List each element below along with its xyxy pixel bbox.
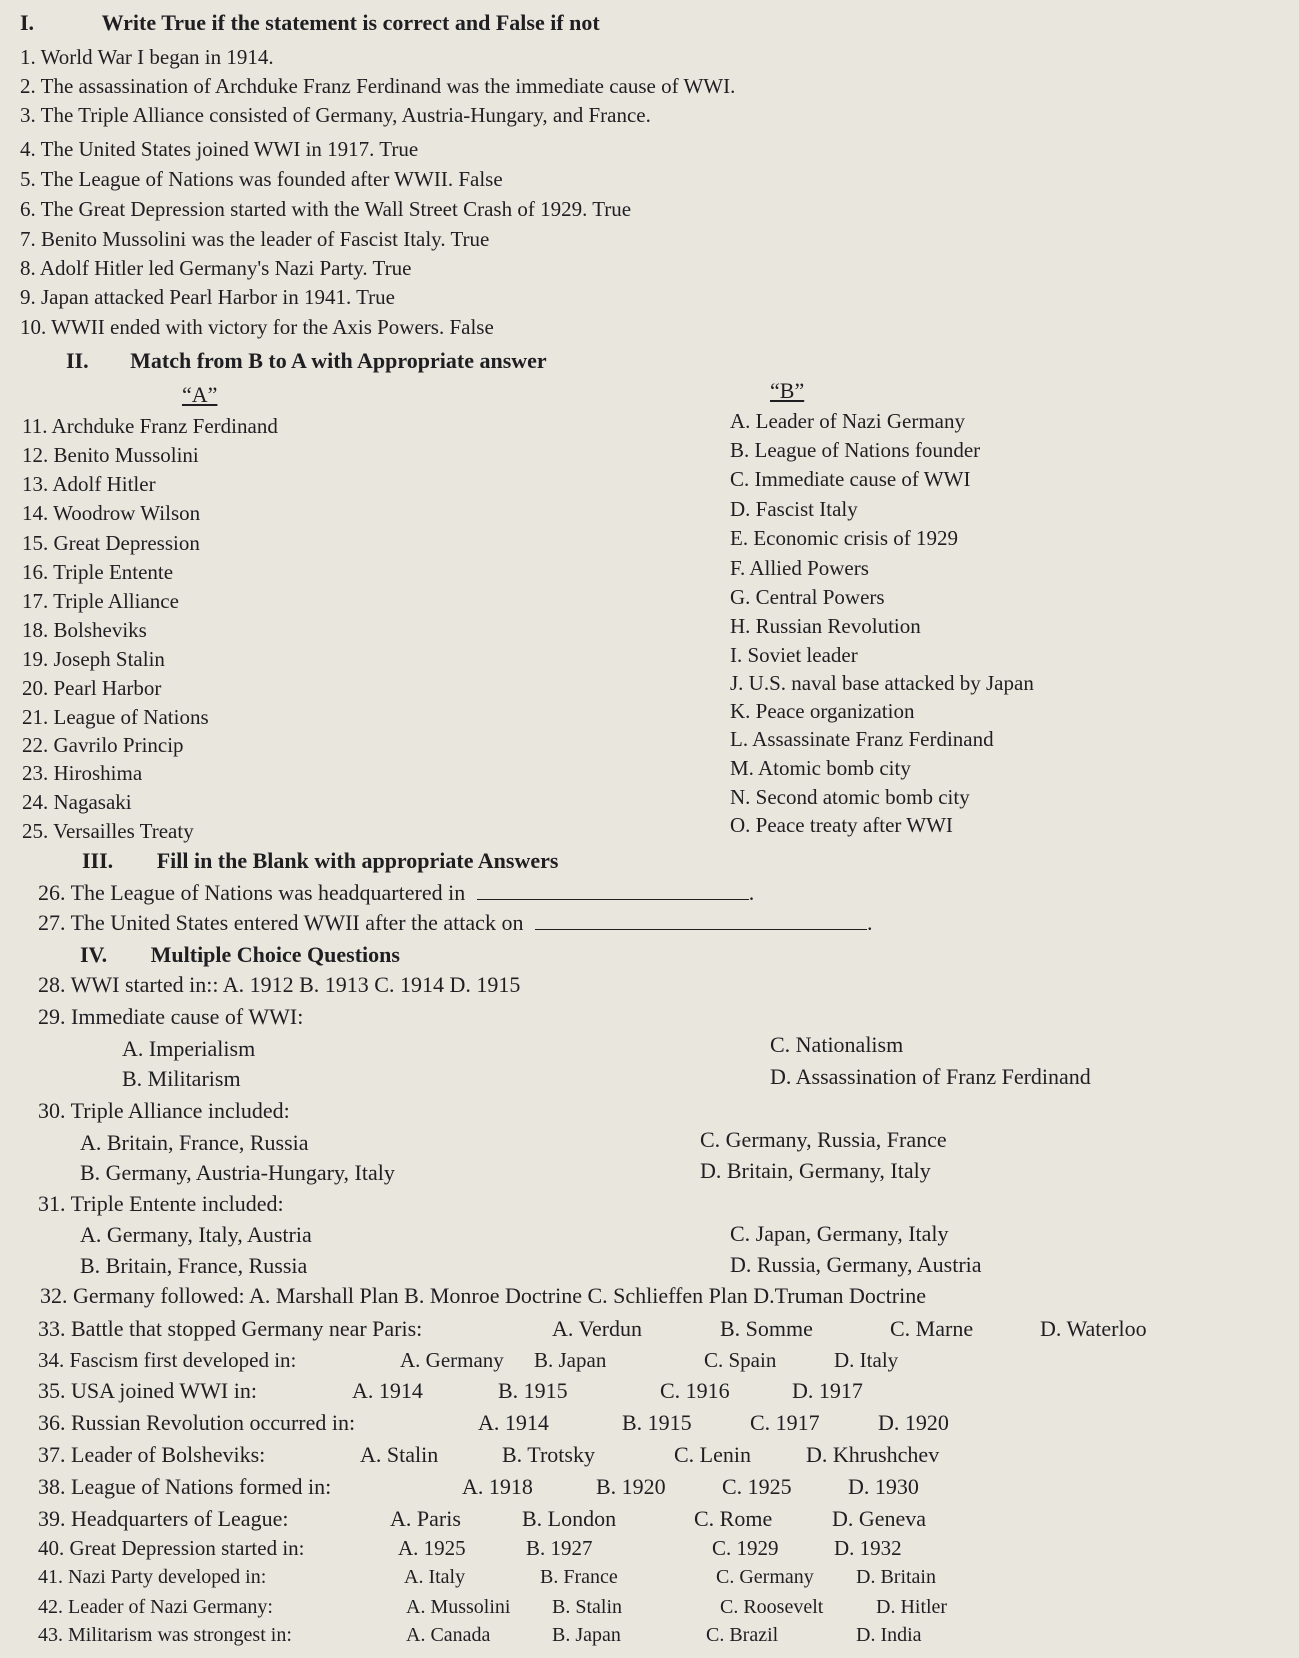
- mcq-option-d: D. 1930: [848, 1474, 919, 1499]
- mcq-option-a: A. 1918: [462, 1474, 533, 1499]
- match-b-item: I. Soviet leader: [730, 643, 858, 667]
- mcq-option-d: D. Britain: [856, 1566, 936, 1588]
- tf-item-2: 2. The assassination of Archduke Franz Ferdinand was the immediate cause of WWI.: [20, 74, 736, 98]
- match-a-item: 16. Triple Entente: [22, 560, 174, 584]
- match-a-item: 20. Pearl Harbor: [22, 676, 162, 700]
- mcq-option-a: A. 1914: [478, 1410, 549, 1435]
- match-a-item: 11. Archduke Franz Ferdinand: [22, 414, 278, 438]
- fill-blank-26[interactable]: [477, 881, 749, 900]
- match-b-item: B. League of Nations founder: [730, 438, 981, 462]
- mcq-question: 36. Russian Revolution occurred in:: [38, 1410, 356, 1435]
- match-b-item: A. Leader of Nazi Germany: [730, 409, 965, 433]
- mcq-option-a: A. Canada: [406, 1624, 491, 1646]
- mcq-30-option-b: B. Germany, Austria-Hungary, Italy: [80, 1160, 395, 1185]
- section-3-title: Fill in the Blank with appropriate Answers: [156, 848, 559, 873]
- tf-item-3: 3. The Triple Alliance consisted of Germany, Austria-Hungary, and France.: [20, 103, 651, 127]
- fill-question-26-text: 26. The League of Nations was headquartered in: [38, 880, 466, 905]
- mcq-29-option-d: D. Assassination of Franz Ferdinand: [770, 1064, 1091, 1089]
- mcq-option-b: B. London: [522, 1506, 617, 1531]
- fill-question-27: [38, 910, 872, 936]
- mcq-option-b: B. Japan: [534, 1348, 607, 1372]
- mcq-option-d: D. 1917: [792, 1378, 863, 1403]
- mcq-question: 34. Fascism first developed in:: [38, 1348, 297, 1372]
- mcq-option-a: A. Mussolini: [406, 1596, 511, 1618]
- tf-item-5: 5. The League of Nations was founded after WWII. False: [20, 167, 503, 191]
- mcq-option-d: D. Geneva: [832, 1506, 927, 1531]
- fill-blank-27[interactable]: [535, 911, 867, 930]
- mcq-option-a: A. Germany: [400, 1348, 504, 1372]
- mcq-31-option-b: B. Britain, France, Russia: [80, 1253, 308, 1278]
- match-a-item: 19. Joseph Stalin: [22, 647, 165, 671]
- mcq-option-c: C. 1916: [660, 1378, 730, 1403]
- tf-item-7: 7. Benito Mussolini was the leader of Fascist Italy. True: [20, 227, 490, 251]
- match-a-item: 22. Gavrilo Princip: [22, 733, 184, 757]
- tf-item-1: 1. World War I began in 1914.: [20, 45, 274, 69]
- tf-item-10: 10. WWII ended with victory for the Axis Powers. False: [20, 315, 494, 339]
- match-b-item: E. Economic crisis of 1929: [730, 526, 959, 550]
- mcq-question: 33. Battle that stopped Germany near Paris:: [38, 1316, 423, 1341]
- column-b-title: “B”: [770, 378, 805, 403]
- mcq-31-option-c: C. Japan, Germany, Italy: [730, 1221, 949, 1246]
- mcq-28: 28. WWI started in:: A. 1912 B. 1913 C. 1914 D. 1915: [38, 972, 521, 997]
- mcq-option-d: D. 1932: [834, 1536, 902, 1560]
- match-b-item: C. Immediate cause of WWI: [730, 467, 971, 491]
- mcq-question: 35. USA joined WWI in:: [38, 1378, 257, 1403]
- mcq-option-c: C. Germany: [716, 1566, 814, 1588]
- mcq-option-b: B. Trotsky: [502, 1442, 595, 1467]
- mcq-option-c: C. 1925: [722, 1474, 792, 1499]
- match-a-item: 17. Triple Alliance: [22, 589, 179, 613]
- tf-item-8: 8. Adolf Hitler led Germany's Nazi Party. True: [20, 256, 412, 280]
- mcq-option-c: C. Brazil: [706, 1624, 779, 1646]
- mcq-option-c: C. Lenin: [674, 1442, 751, 1467]
- match-b-item: N. Second atomic bomb city: [730, 785, 970, 809]
- match-b-item: J. U.S. naval base attacked by Japan: [730, 671, 1034, 695]
- mcq-option-b: B. 1915: [622, 1410, 692, 1435]
- mcq-option-c: C. Marne: [890, 1316, 974, 1341]
- mcq-question: 37. Leader of Bolsheviks:: [38, 1442, 266, 1467]
- match-a-item: 23. Hiroshima: [22, 761, 143, 785]
- mcq-option-d: D. India: [856, 1624, 922, 1646]
- mcq-question: 40. Great Depression started in:: [38, 1536, 305, 1560]
- mcq-29-option-c: C. Nationalism: [770, 1032, 904, 1057]
- mcq-option-d: D. Waterloo: [1040, 1316, 1147, 1341]
- section-3-heading: [82, 848, 558, 874]
- tf-item-6: 6. The Great Depression started with the Wall Street Crash of 1929. True: [20, 197, 632, 221]
- match-a-item: 15. Great Depression: [22, 531, 200, 555]
- mcq-29-option-b: B. Militarism: [122, 1066, 241, 1091]
- mcq-29-option-a: A. Imperialism: [122, 1036, 256, 1061]
- section-4-title: Multiple Choice Questions: [150, 942, 400, 967]
- match-b-item: D. Fascist Italy: [730, 497, 858, 521]
- match-b-item: O. Peace treaty after WWI: [730, 813, 953, 837]
- mcq-option-b: B. 1927: [526, 1536, 593, 1560]
- fill-question-26: [38, 880, 754, 906]
- mcq-29: 29. Immediate cause of WWI:: [38, 1004, 304, 1029]
- section-1-title: Write True if the statement is correct and False if not: [101, 10, 600, 35]
- section-1-heading: [20, 10, 600, 36]
- mcq-32: 32. Germany followed: A. Marshall Plan B. Monroe Doctrine C. Schlieffen Plan D.Truman Doctrine: [40, 1283, 926, 1308]
- mcq-option-c: C. 1917: [750, 1410, 820, 1435]
- match-a-item: 25. Versailles Treaty: [22, 819, 194, 843]
- fill-period-26: .: [748, 880, 755, 905]
- mcq-option-b: B. France: [540, 1566, 618, 1588]
- match-b-item: M. Atomic bomb city: [730, 756, 911, 780]
- mcq-question: 41. Nazi Party developed in:: [38, 1566, 267, 1588]
- mcq-question: 42. Leader of Nazi Germany:: [38, 1596, 273, 1618]
- section-4-heading: [80, 942, 400, 968]
- section-2-title: Match from B to A with Appropriate answer: [130, 348, 547, 373]
- mcq-option-c: C. Spain: [704, 1348, 777, 1372]
- mcq-30-option-d: D. Britain, Germany, Italy: [700, 1158, 931, 1183]
- section-2-heading: [66, 348, 547, 374]
- mcq-option-a: A. Verdun: [552, 1316, 643, 1341]
- section-4-number: IV.: [80, 942, 108, 967]
- mcq-31: 31. Triple Entente included:: [38, 1191, 284, 1216]
- mcq-option-b: B. 1915: [498, 1378, 568, 1403]
- section-2-number: II.: [66, 348, 89, 373]
- match-a-item: 21. League of Nations: [22, 705, 209, 729]
- mcq-option-a: A. Paris: [390, 1506, 461, 1531]
- mcq-option-b: B. 1920: [596, 1474, 666, 1499]
- match-b-item: G. Central Powers: [730, 585, 885, 609]
- mcq-option-d: D. Hitler: [876, 1596, 948, 1618]
- mcq-option-b: B. Somme: [720, 1316, 813, 1341]
- match-b-item: K. Peace organization: [730, 699, 915, 723]
- mcq-question: 38. League of Nations formed in:: [38, 1474, 332, 1499]
- match-b-item: F. Allied Powers: [730, 556, 869, 580]
- match-b-item: H. Russian Revolution: [730, 614, 921, 638]
- match-a-item: 24. Nagasaki: [22, 790, 132, 814]
- fill-question-27-text: 27. The United States entered WWII after the attack on: [38, 910, 524, 935]
- mcq-question: 43. Militarism was strongest in:: [38, 1624, 292, 1646]
- match-a-item: 13. Adolf Hitler: [22, 472, 156, 496]
- mcq-option-a: A. Stalin: [360, 1442, 439, 1467]
- match-b-item: L. Assassinate Franz Ferdinand: [730, 727, 994, 751]
- mcq-option-d: D. Khrushchev: [806, 1442, 940, 1467]
- match-a-item: 12. Benito Mussolini: [22, 443, 199, 467]
- mcq-option-c: C. Rome: [694, 1506, 773, 1531]
- mcq-30-option-a: A. Britain, France, Russia: [80, 1130, 309, 1155]
- mcq-question: 39. Headquarters of League:: [38, 1506, 289, 1531]
- mcq-option-b: B. Stalin: [552, 1596, 623, 1618]
- mcq-30: 30. Triple Alliance included:: [38, 1098, 290, 1123]
- section-1-number: I.: [20, 10, 35, 35]
- mcq-option-a: A. Italy: [404, 1566, 466, 1588]
- mcq-31-option-a: A. Germany, Italy, Austria: [80, 1222, 312, 1247]
- mcq-option-d: D. Italy: [834, 1348, 899, 1372]
- mcq-option-a: A. 1925: [398, 1536, 466, 1560]
- mcq-31-option-d: D. Russia, Germany, Austria: [730, 1252, 982, 1277]
- mcq-30-option-c: C. Germany, Russia, France: [700, 1127, 947, 1152]
- mcq-option-c: C. Roosevelt: [720, 1596, 824, 1618]
- mcq-option-b: B. Japan: [552, 1624, 621, 1646]
- mcq-option-a: A. 1914: [352, 1378, 423, 1403]
- column-a-title: “A”: [182, 382, 218, 407]
- tf-item-9: 9. Japan attacked Pearl Harbor in 1941. True: [20, 285, 395, 309]
- fill-period-27: .: [866, 910, 873, 935]
- match-a-item: 18. Bolsheviks: [22, 618, 147, 642]
- mcq-option-d: D. 1920: [878, 1410, 949, 1435]
- tf-item-4: 4. The United States joined WWI in 1917. True: [20, 137, 419, 161]
- match-a-item: 14. Woodrow Wilson: [22, 501, 201, 525]
- section-3-number: III.: [82, 848, 114, 873]
- mcq-option-c: C. 1929: [712, 1536, 779, 1560]
